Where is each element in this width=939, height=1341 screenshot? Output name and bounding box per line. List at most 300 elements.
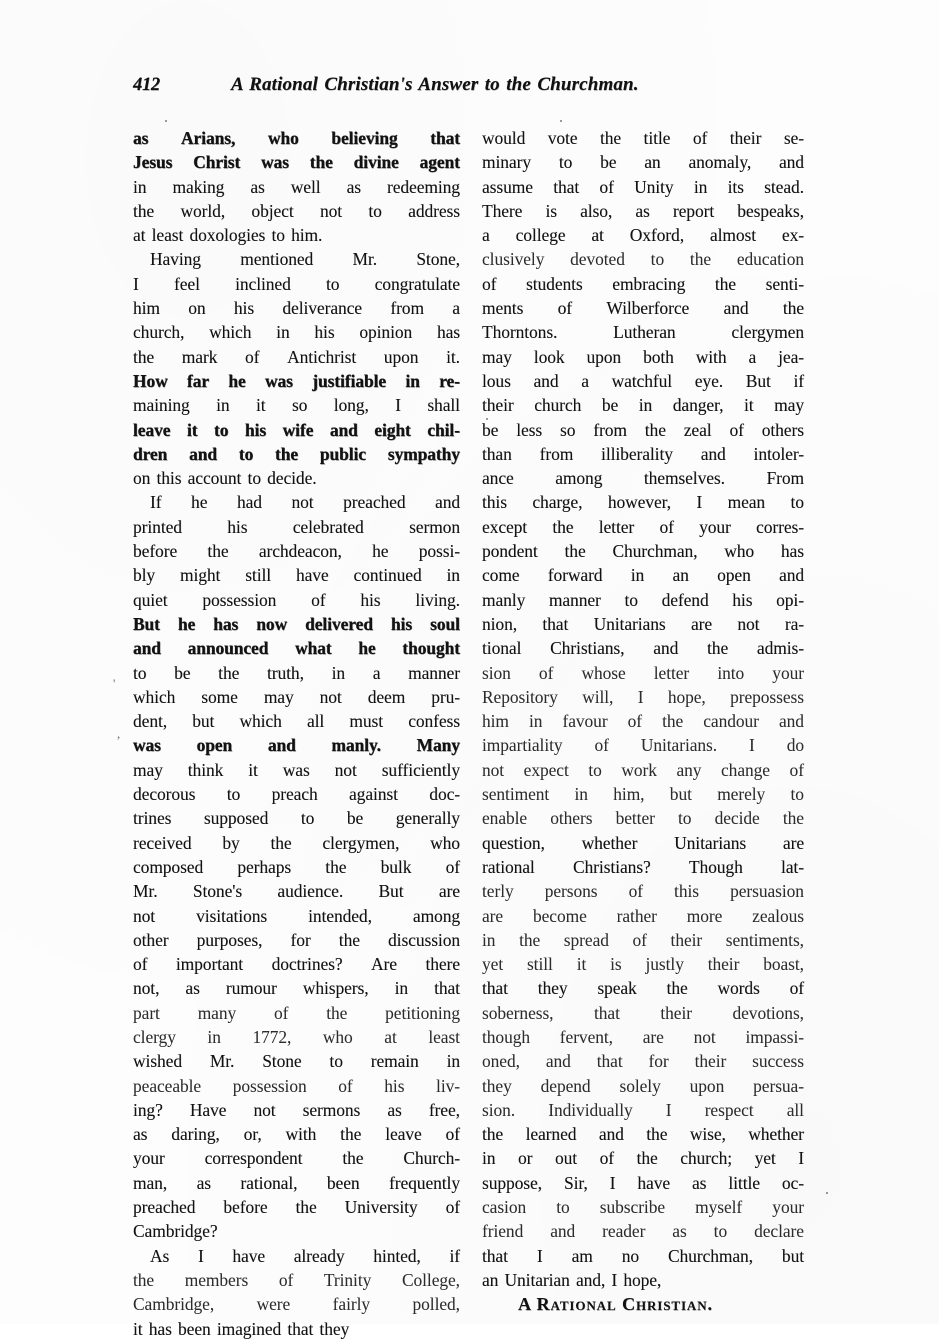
word: in [446, 565, 460, 586]
word: their [482, 395, 514, 416]
signature-line [482, 1292, 804, 1316]
text-line [133, 320, 460, 344]
word: his [233, 298, 255, 319]
text-line [482, 928, 804, 952]
word: they [537, 978, 568, 999]
word: who [724, 541, 755, 562]
word: a [482, 225, 490, 246]
word: of [632, 929, 647, 950]
text-line [482, 1146, 804, 1170]
word: that [593, 1002, 620, 1023]
word: not [319, 686, 342, 707]
word: students [526, 273, 583, 294]
word: eye. [694, 370, 724, 391]
word: Christ [193, 152, 241, 173]
text-line [133, 1171, 460, 1195]
word: there [425, 954, 460, 975]
word: with [285, 1124, 317, 1145]
word: of [789, 759, 804, 780]
word: friend [482, 1221, 524, 1242]
word: are [482, 905, 504, 926]
word: members [184, 1269, 249, 1290]
text-line [482, 588, 804, 612]
word: bulk [380, 856, 412, 877]
word: Christians? [572, 856, 651, 877]
text-line [482, 247, 804, 271]
text-line [482, 563, 804, 587]
word: candour [703, 711, 759, 732]
word: both [643, 346, 674, 367]
word: solely [619, 1075, 661, 1096]
text-line [482, 1195, 804, 1219]
word: not [253, 1099, 276, 1120]
text-line [482, 418, 804, 442]
word: to [558, 152, 573, 173]
word: not [693, 1026, 716, 1047]
word: on [188, 298, 206, 319]
word: he [228, 370, 246, 391]
word: whether [581, 832, 638, 853]
word: I [536, 1245, 543, 1266]
word: dent, [133, 711, 168, 732]
word: I [637, 686, 644, 707]
word: this [674, 881, 699, 902]
word: rational, [240, 1172, 298, 1193]
word: sion [482, 662, 511, 683]
word: frequently [389, 1172, 460, 1193]
word: long, [333, 395, 369, 416]
word: pondent [482, 541, 538, 562]
word: intended, [308, 905, 372, 926]
word: also, [580, 200, 613, 221]
word: have [232, 1245, 266, 1266]
word: the [133, 346, 155, 367]
word: wife [282, 419, 314, 440]
word: him [482, 711, 509, 732]
text-line [133, 345, 460, 369]
word: the [309, 152, 333, 173]
word: better [615, 808, 655, 829]
word: clusively [482, 249, 545, 270]
word: the [340, 1124, 362, 1145]
word: any [676, 759, 702, 780]
word: to [790, 492, 804, 513]
word: look [533, 346, 565, 367]
word: been [178, 1318, 211, 1339]
word: upon [383, 346, 419, 367]
text-line [482, 1122, 804, 1146]
text-line [482, 1025, 804, 1049]
word: to [556, 1197, 570, 1218]
word: not, [133, 978, 160, 999]
word: except [482, 516, 528, 537]
word: it [133, 1318, 143, 1339]
word: a [581, 370, 589, 391]
word: it [576, 954, 587, 975]
word: and [700, 443, 726, 464]
word: I [197, 1245, 204, 1266]
text-line [133, 758, 460, 782]
word: rumour [225, 978, 277, 999]
word: in [574, 784, 588, 805]
text-line [133, 1292, 460, 1316]
word: to [790, 784, 804, 805]
word: Lutheran [613, 322, 676, 343]
word: in [638, 395, 653, 416]
word: wished [133, 1051, 182, 1072]
word: leave [385, 1124, 422, 1145]
word: it [744, 395, 754, 416]
word: account [187, 468, 242, 489]
text-line [482, 1049, 804, 1073]
word: defend [661, 589, 709, 610]
word: of [482, 273, 497, 294]
text-line [482, 1171, 804, 1195]
text-line [482, 126, 804, 150]
word: Cambridge, [133, 1294, 215, 1315]
text-line [482, 661, 804, 685]
word: and [545, 1051, 571, 1072]
text-line [482, 782, 804, 806]
word: depend [540, 1075, 591, 1096]
word: in [482, 1148, 496, 1169]
word: than [482, 443, 512, 464]
word: impartiality [482, 735, 563, 756]
word: merely [717, 784, 766, 805]
word: were [256, 1294, 291, 1315]
word: report [672, 200, 715, 221]
word: they [482, 1075, 512, 1096]
text-line [482, 369, 804, 393]
word: are [642, 1026, 664, 1047]
word: that [482, 1245, 508, 1266]
word: I [696, 492, 703, 513]
word: though [482, 1026, 531, 1047]
word: world, [180, 200, 226, 221]
word: well [290, 176, 321, 197]
word: and, [575, 1269, 606, 1290]
word: his [314, 322, 335, 343]
text-line [482, 1268, 804, 1292]
running-head [133, 74, 808, 108]
word: the [482, 1124, 504, 1145]
text-line [133, 175, 460, 199]
word: purposes, [196, 929, 263, 950]
word: all [786, 1099, 804, 1120]
word: pru- [431, 686, 460, 707]
word: deliverance [282, 298, 362, 319]
word: out [554, 1148, 578, 1169]
word: however, [607, 492, 671, 513]
word: in [482, 929, 496, 950]
text-line [133, 1025, 460, 1049]
word: of [599, 176, 614, 197]
word: making [172, 176, 225, 197]
word: thought [402, 638, 460, 659]
word: at [591, 225, 604, 246]
word: Sir, [563, 1172, 588, 1193]
word: the [714, 273, 736, 294]
text-line [133, 1317, 460, 1341]
word: sufficiently [381, 759, 460, 780]
text-line [133, 612, 460, 636]
word: of [445, 856, 460, 877]
word: part [133, 1002, 160, 1023]
text-line [482, 490, 804, 514]
word: or [518, 1148, 533, 1169]
text-line [133, 515, 460, 539]
word: of [311, 589, 326, 610]
word: announced [187, 638, 269, 659]
word: forward [547, 565, 603, 586]
margin-speck [560, 120, 562, 122]
word: in [331, 662, 346, 683]
word: and [653, 638, 679, 659]
word: sermon [409, 516, 460, 537]
word: is [610, 954, 622, 975]
word: least [151, 225, 184, 246]
word: But [133, 613, 160, 634]
word: soul [430, 613, 460, 634]
word: as [672, 1221, 687, 1242]
word: an [482, 1269, 499, 1290]
word: it [255, 395, 266, 416]
text-line [482, 709, 804, 733]
word: Individually [548, 1099, 633, 1120]
word: a [452, 298, 460, 319]
word: senti- [765, 273, 804, 294]
word: their [694, 1051, 727, 1072]
text-line [482, 345, 804, 369]
word: Stone [262, 1051, 302, 1072]
word: has [148, 1318, 172, 1339]
word: of [627, 711, 643, 732]
word: possession [232, 1075, 307, 1096]
word: and [723, 298, 749, 319]
word: do [786, 735, 804, 756]
page-content [133, 74, 808, 1341]
word: in [216, 395, 230, 416]
word: living. [415, 589, 460, 610]
word: persons [544, 881, 598, 902]
text-line [482, 855, 804, 879]
word: to [300, 808, 315, 829]
word: of [789, 978, 804, 999]
word: of [445, 1124, 460, 1145]
word: and [267, 735, 296, 756]
word: to [329, 1051, 343, 1072]
word: in [446, 1051, 460, 1072]
word: him, [613, 784, 645, 805]
word: not [133, 905, 156, 926]
word: dren [133, 443, 168, 464]
word: redeeming [387, 176, 460, 197]
word: work [621, 759, 657, 780]
word: justly [645, 954, 684, 975]
word: to [133, 662, 147, 683]
word: Churchman, [612, 541, 698, 562]
word: whose [581, 662, 626, 683]
text-line [133, 369, 460, 393]
word: of [557, 298, 573, 319]
word: lat- [780, 856, 804, 877]
word: preached [133, 1197, 196, 1218]
word: that [542, 613, 569, 634]
word: ing? [133, 1099, 163, 1120]
word: oc- [781, 1172, 804, 1193]
word: devotions, [732, 1002, 804, 1023]
word: archdeacon, [258, 541, 342, 562]
text-line [482, 515, 804, 539]
word: am [571, 1245, 593, 1266]
word: a [372, 662, 381, 683]
word: and [329, 419, 358, 440]
word: Christians, [550, 638, 625, 659]
word: the [689, 249, 712, 270]
word: are [438, 881, 460, 902]
word: the [564, 541, 586, 562]
word: audience. [277, 881, 344, 902]
word: to [368, 200, 382, 221]
word: by [222, 832, 240, 853]
word: agent [419, 152, 460, 173]
word: Antichrist [287, 346, 357, 367]
word: is [545, 200, 557, 221]
word: as [196, 1172, 211, 1193]
word: to [238, 443, 254, 464]
word: Have [189, 1099, 227, 1120]
word: man, [133, 1172, 168, 1193]
word: be [600, 152, 617, 173]
word: before [133, 541, 178, 562]
text-line [133, 1098, 460, 1122]
word: was [265, 370, 293, 391]
word: the [782, 808, 804, 829]
word: sentiments, [725, 929, 804, 950]
word: hope, [623, 1269, 662, 1290]
word: illiberality [601, 443, 673, 464]
word: Thorntons. [482, 322, 558, 343]
word: Jesus [133, 152, 173, 173]
word: that [434, 978, 460, 999]
word: correspondent [204, 1148, 303, 1169]
text-line [482, 758, 804, 782]
word: whispers, [302, 978, 369, 999]
word: I [133, 273, 139, 294]
word: feel [173, 273, 200, 294]
word: bly [133, 565, 156, 586]
word: and [778, 711, 804, 732]
word: in [133, 176, 147, 197]
word: intoler- [753, 443, 804, 464]
word: of [628, 881, 643, 902]
word: him. [291, 225, 323, 246]
word: in [528, 711, 543, 732]
text-line [133, 904, 460, 928]
text-line [133, 588, 460, 612]
word: mentioned [240, 249, 314, 270]
column-right [482, 126, 804, 1341]
column-left [133, 126, 460, 1341]
word: Church- [403, 1148, 460, 1169]
word: terly [482, 881, 514, 902]
word: shall [427, 395, 460, 416]
word: Repository [482, 686, 558, 707]
word: fervent, [559, 1026, 613, 1047]
word: their [729, 128, 762, 148]
word: to [588, 759, 602, 780]
text-line [133, 539, 460, 563]
word: hinted, [373, 1245, 421, 1266]
word: title [643, 128, 671, 148]
word: which [133, 686, 176, 707]
word: has [780, 541, 804, 562]
word: for [648, 1051, 669, 1072]
word: of [245, 346, 260, 367]
word: casion [482, 1197, 527, 1218]
word: Wilberforce [606, 298, 690, 319]
text-line [133, 490, 460, 514]
word: Unitarian [504, 1269, 570, 1290]
word: expect [523, 759, 569, 780]
word: 1772, [252, 1026, 292, 1047]
word: church; [680, 1148, 733, 1169]
word: zeal [683, 419, 712, 440]
word: eight [374, 419, 411, 440]
word: I [611, 1269, 618, 1290]
text-line [482, 904, 804, 928]
word: Many [416, 735, 460, 756]
word: assume [482, 176, 533, 197]
word: tional [482, 638, 522, 659]
word: charge, [532, 492, 583, 513]
word: have [295, 565, 329, 586]
text-line [133, 1074, 460, 1098]
word: ra- [784, 613, 804, 634]
word: vote [547, 128, 578, 148]
word: trines [133, 808, 172, 829]
word: in [394, 978, 409, 999]
word: and [533, 370, 559, 391]
word: as [346, 176, 361, 197]
word: truth, [266, 662, 304, 683]
margin-speck [486, 418, 488, 420]
word: doc- [429, 784, 460, 805]
word: ance [482, 468, 514, 489]
word: to [226, 784, 241, 805]
word: his [384, 1075, 405, 1096]
text-line [133, 1049, 460, 1073]
signature-text: A Rational Christian. [518, 1294, 713, 1315]
word: If [150, 492, 162, 513]
word: as [692, 1172, 707, 1193]
text-line [133, 709, 460, 733]
word: Churchman, [667, 1245, 753, 1266]
word: embracing [612, 273, 686, 294]
word: now [256, 613, 288, 634]
word: be [346, 808, 364, 829]
word: letter [598, 516, 635, 537]
word: remain [370, 1051, 419, 1072]
word: impassi- [745, 1026, 804, 1047]
text-line [482, 175, 804, 199]
word: There [482, 200, 523, 221]
word: public [319, 443, 367, 464]
word: the [342, 1148, 364, 1169]
word: are [782, 832, 804, 853]
word: jea- [778, 346, 804, 367]
word: Unitarians [674, 832, 747, 853]
